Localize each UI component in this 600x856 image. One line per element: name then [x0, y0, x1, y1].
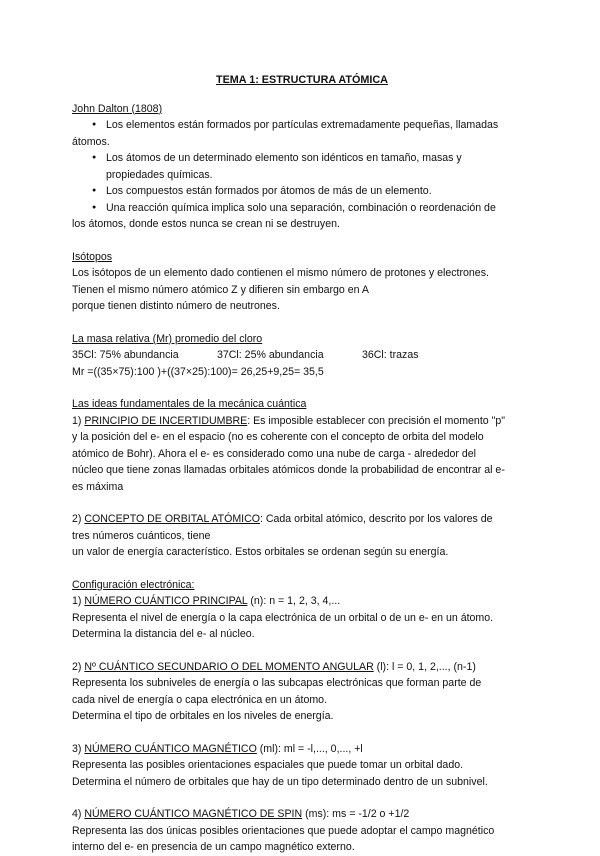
paragraph-line: un valor de energía característico. Estos orbitales se ordenan según su energía.: [72, 546, 449, 558]
ideas-heading: Las ideas fundamentales de la mecánica cuántica: [72, 398, 307, 410]
line-text: : Es imposible establecer con precisión el momento "p": [247, 414, 506, 427]
paragraph-line: núcleo que tiene zonas llamadas orbitales atómicos donde la probabilidad de encontrar al e-: [72, 464, 505, 476]
term-incertidumbre: PRINCIPIO DE INCERTIDUMBRE: [84, 414, 248, 427]
item-number: 1): [72, 595, 85, 607]
config-heading: Configuración electrónica:: [72, 578, 195, 591]
item-number: 2): [72, 660, 85, 673]
item-number: 3): [72, 742, 85, 755]
term-orbital: CONCEPTO DE ORBITAL ATÓMICO: [84, 513, 260, 525]
list-item-continuation: [72, 216, 532, 233]
term-magnetico: NÚMERO CUÁNTICO MAGNÉTICO: [84, 742, 257, 755]
paragraph-line: [72, 413, 532, 430]
list-item: [72, 117, 532, 134]
bullet-text: Los átomos de un determinado elemento son idénticos en tamaño, masas y: [106, 152, 462, 164]
paragraph-line: Representa el nivel de energía o la capa electrónica de un orbital o de un e- en un átomo.: [72, 611, 494, 624]
item-number: 1): [72, 414, 85, 427]
line-text: (n): n = 1, 2, 3, 4,...: [247, 595, 341, 607]
bullet-text: los átomos, donde estos nunca se crean ni se destruyen.: [72, 218, 340, 230]
line-text: : Cada orbital atómico, descrito por los valores de: [259, 513, 493, 525]
page-title: TEMA 1: ESTRUCTURA ATÓMICA: [216, 74, 388, 86]
paragraph-line: porque tienen distinto número de neutrones.: [72, 300, 280, 312]
line-text: (ms): ms = -1/2 o +1/2: [302, 808, 410, 820]
paragraph-line: Determina el tipo de orbitales en los niveles de energía.: [72, 710, 334, 722]
paragraph-line: [72, 511, 532, 528]
list-item-continuation: [72, 167, 532, 184]
list-item: [72, 150, 532, 167]
paragraph-line: y la posición del e- en el espacio (no es coherente con el concepto de orbita del modelo: [72, 431, 484, 443]
bullet-text: Los compuestos están formados por átomos de más de un elemento.: [106, 185, 432, 197]
term-spin: NÚMERO CUÁNTICO MAGNÉTICO DE SPIN: [84, 808, 303, 820]
list-item-continuation: [72, 134, 532, 151]
line-text: (ml): ml = -l,..., 0,..., +l: [256, 742, 363, 755]
paragraph-line: interno del e- en presencia de un campo magnético externo.: [72, 841, 355, 853]
list-item: [72, 200, 532, 217]
bullet-text: átomos.: [72, 135, 110, 148]
isotopos-heading: Isótopos: [72, 250, 113, 263]
isotope-cl35: 35Cl: 75% abundancia: [72, 349, 179, 361]
masa-heading: La masa relativa (Mr) promedio del cloro: [72, 332, 263, 345]
term-principal: NÚMERO CUÁNTICO PRINCIPAL: [84, 595, 248, 607]
bullet-text: propiedades químicas.: [106, 168, 213, 181]
document-page: [72, 72, 532, 856]
paragraph-line: Determina la distancia del e- al núcleo.: [72, 628, 255, 640]
paragraph-line: [72, 741, 532, 758]
isotope-cl36: 36Cl: trazas: [362, 349, 419, 361]
chlorine-isotopes-row: [72, 347, 532, 364]
paragraph-line: atómico de Bohr). Ahora el e- es considerado como una nube de carga - alrededor del: [72, 447, 476, 460]
bullet-text: Una reacción química implica solo una separación, combinación o reordenación de: [106, 201, 496, 214]
paragraph-line: es máxima: [72, 480, 124, 493]
line-text: (l): l = 0, 1, 2,..., (n-1): [373, 660, 476, 673]
dalton-heading: John Dalton (1808): [72, 102, 163, 115]
paragraph-line: Representa las dos únicas posibles orientaciones que puede adoptar el campo magnético: [72, 824, 495, 837]
paragraph-line: cada nivel de energía o capa electrónica en un átomo.: [72, 693, 328, 706]
paragraph-line: [72, 593, 532, 610]
mass-formula: Mr =((35×75):100 )+((37×25):100)= 26,25+9,25= 35,5: [72, 365, 324, 378]
item-number: 4): [72, 808, 85, 820]
item-number: 2): [72, 513, 85, 525]
list-item: [72, 183, 532, 200]
paragraph-line: Tienen el mismo número atómico Z y difieren sin embargo en A: [72, 283, 369, 296]
paragraph-line: [72, 659, 532, 676]
paragraph-line: [72, 806, 532, 823]
isotope-cl37: 37Cl: 25% abundancia: [217, 349, 324, 361]
dalton-bullet-list: [72, 117, 532, 233]
bullet-text: Los elementos están formados por partículas extremadamente pequeñas, llamadas: [106, 119, 499, 131]
paragraph-line: tres números cuánticos, tiene: [72, 529, 211, 542]
paragraph-line: Los isótopos de un elemento dado contienen el mismo número de protones y electrones.: [72, 267, 489, 279]
paragraph-line: Representa las posibles orientaciones espaciales que puede tomar un orbital dado.: [72, 759, 464, 771]
term-secundario: Nº CUÁNTICO SECUNDARIO O DEL MOMENTO ANGULAR: [84, 660, 374, 673]
paragraph-line: Representa los subniveles de energía o las subcapas electrónicas que forman parte de: [72, 677, 482, 689]
paragraph-line: Determina el número de orbitales que hay de un tipo determinado dentro de un subnivel.: [72, 775, 488, 788]
